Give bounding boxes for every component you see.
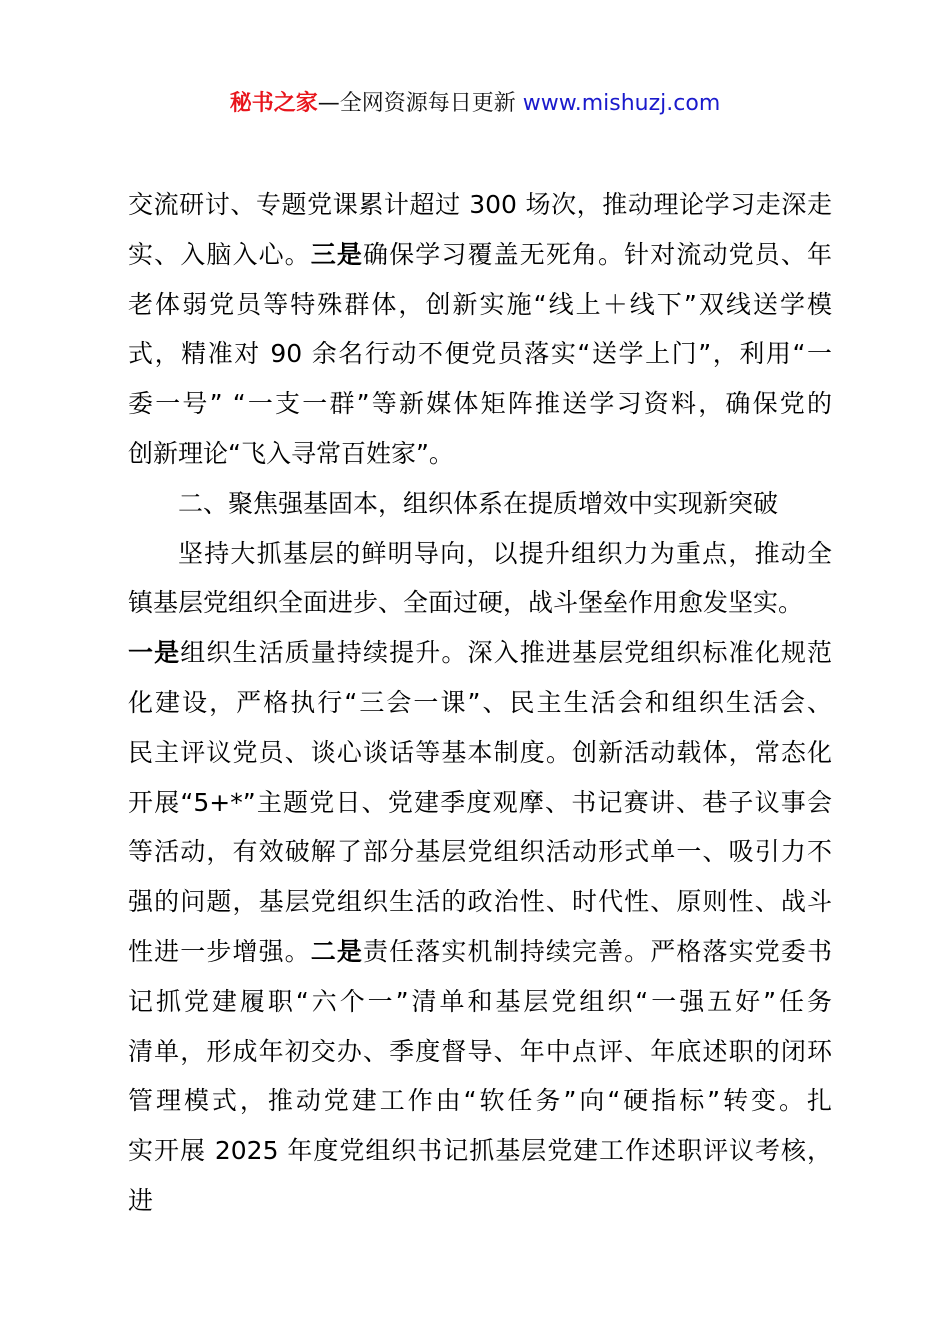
- text-segment: 实开展 2025 年度党组织书记抓基层党建工作述职评议考核，进: [128, 1136, 832, 1215]
- site-header: [0, 88, 950, 120]
- tagline: —全网资源每日更新: [317, 91, 523, 116]
- text-segment: 开展“5+*”主题党日、党建季度观摩、书记赛讲、巷子议事会: [128, 787, 832, 817]
- text-segment: 民主评议党员、谈心谈话等基本制度。创新活动载体，常态化: [128, 737, 832, 767]
- text-line: [128, 678, 832, 728]
- text-segment: 组织生活质量持续提升。深入推进基层党组织标准化规范: [180, 638, 832, 668]
- brand-name: 秘书之家: [229, 91, 318, 116]
- document-body: [128, 180, 832, 1215]
- text-line: [128, 877, 832, 927]
- text-segment: 坚持大抓基层的鲜明导向，以提升组织力为重点，推动全: [178, 538, 832, 568]
- text-segment: 确保学习覆盖无死角。针对流动党员、年: [363, 239, 832, 269]
- text-line: [128, 429, 832, 479]
- text-line: [128, 1027, 832, 1077]
- text-line: [128, 230, 832, 280]
- text-line: [128, 280, 832, 330]
- text-line: [128, 379, 832, 429]
- text-segment: 化建设，严格执行“三会一课”、民主生活会和组织生活会、: [128, 687, 832, 717]
- text-segment: 清单，形成年初交办、季度督导、年中点评、年底述职的闭环: [128, 1036, 832, 1066]
- text-segment: 创新理论“飞入寻常百姓家”。: [128, 438, 454, 468]
- text-segment: 实、入脑入心。: [128, 239, 311, 269]
- text-segment: 委一号” “一支一群”等新媒体矩阵推送学习资料，确保党的: [128, 389, 832, 419]
- bold-lead-text: 二是: [310, 936, 364, 966]
- text-segment: 记抓党建履职“六个一”清单和基层党组织“一强五好”任务: [128, 986, 832, 1016]
- text-line: [128, 1076, 832, 1126]
- text-segment: 二、聚焦强基固本，组织体系在提质增效中实现新突破: [178, 488, 779, 518]
- text-line: [128, 778, 832, 828]
- text-line: [128, 827, 832, 877]
- text-line: [128, 329, 832, 379]
- bold-lead-text: 三是: [310, 239, 364, 269]
- text-segment: 交流研讨、专题党课累计超过 300 场次，推动理论学习走深走: [128, 190, 832, 219]
- text-line: [128, 529, 832, 579]
- text-segment: 性进一步增强。: [128, 936, 311, 966]
- text-line: [128, 977, 832, 1027]
- text-segment: 责任落实机制持续完善。严格落实党委书: [363, 936, 832, 966]
- bold-lead-text: 一是: [128, 638, 181, 668]
- text-segment: 管理模式，推动党建工作由“软任务”向“硬指标”转变。扎: [128, 1086, 832, 1116]
- text-line: [128, 180, 832, 230]
- section-heading: [128, 479, 832, 529]
- text-segment: 等活动，有效破解了部分基层党组织活动形式单一、吸引力不: [128, 837, 832, 867]
- text-line: [128, 1126, 832, 1215]
- text-line: [128, 728, 832, 778]
- text-segment: 老体弱党员等特殊群体，创新实施“线上＋线下”双线送学模: [128, 289, 832, 319]
- text-line: [128, 927, 832, 977]
- text-segment: 式，精准对 90 余名行动不便党员落实“送学上门”，利用“一: [128, 339, 832, 369]
- text-segment: 镇基层党组织全面进步、全面过硬，战斗堡垒作用愈发坚实。: [128, 588, 804, 618]
- text-line: [128, 578, 832, 628]
- site-url-link[interactable]: www.mishuzj.com: [522, 91, 721, 116]
- text-segment: 强的问题，基层党组织生活的政治性、时代性、原则性、战斗: [128, 887, 832, 917]
- text-line: [128, 628, 832, 678]
